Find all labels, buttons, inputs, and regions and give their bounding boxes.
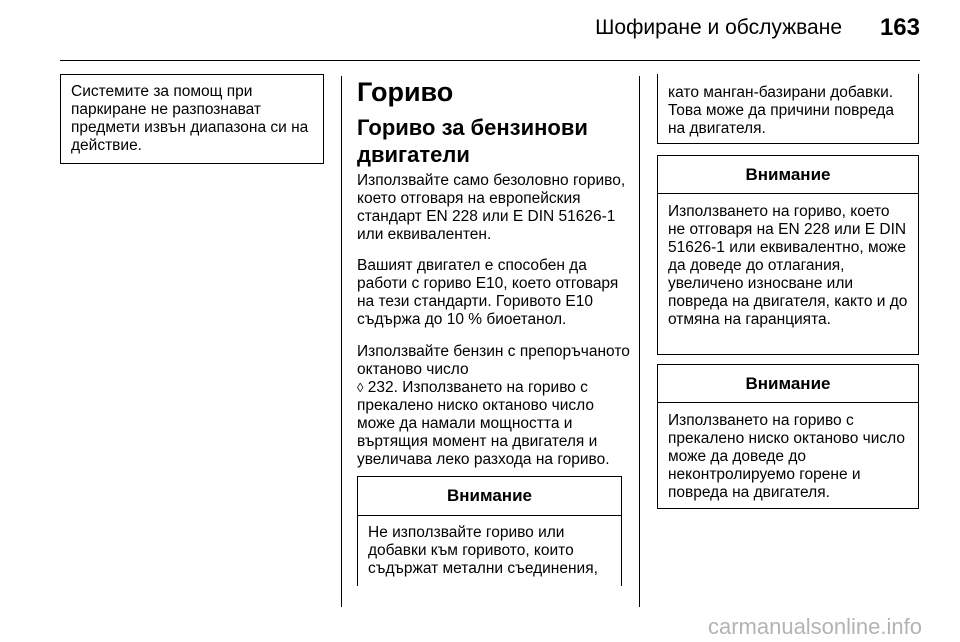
notice-box-octane bbox=[657, 364, 919, 509]
notice-title: Внимание bbox=[658, 365, 918, 403]
watermark: carmanualsonline.info bbox=[707, 614, 922, 639]
fuel-paragraph-1: Използвайте само безоловно гориво, което отговаря на европейския стандарт EN 228 или E DIN 51626-1 или еквивалентен. bbox=[357, 172, 626, 243]
notice-text: Използването на гориво, което не отговаря на EN 228 или E DIN 51626-1 или еквивалентно, може да доведе до отлагания, увеличено износване или повреда на двигателя, както и до отмяна на гаранцията. bbox=[668, 203, 908, 328]
notice-text: Не използвайте гориво или добавки към горивото, които съдържат метални съединения, bbox=[368, 524, 598, 577]
notice-title: Внимание bbox=[658, 156, 918, 194]
fuel-paragraph-3 bbox=[357, 343, 632, 469]
column-separator-right bbox=[639, 76, 640, 607]
notice-box-fuel-standard bbox=[657, 155, 919, 355]
page-reference-arrow-icon: ◊ bbox=[357, 380, 364, 395]
column-separator-left bbox=[341, 76, 342, 607]
parking-assist-note-text: Системите за помощ при паркиране не разпознават предмети извън диапазона си на действие. bbox=[71, 83, 309, 154]
notice-title: Внимание bbox=[358, 477, 621, 516]
subsection-heading-petrol: Гориво за бензинови двигатели bbox=[357, 115, 588, 167]
fuel-paragraph-3-prefix: Използвайте бензин с препоръчаното октаново число bbox=[357, 343, 630, 378]
header-title: Шофиране и обслужване bbox=[595, 16, 842, 39]
notice-text: Използването на гориво с прекалено ниско октаново число може да доведе до неконтролируемо горене и повреда на двигателя. bbox=[668, 412, 905, 501]
notice-box-metal-additives bbox=[357, 476, 622, 586]
continued-notice-text: като манган-базирани добавки. Това може да причини повреда на двигателя. bbox=[668, 84, 894, 137]
header-rule bbox=[60, 60, 920, 61]
parking-assist-note-box bbox=[60, 74, 324, 164]
fuel-paragraph-2: Вашият двигател е способен да работи с гориво E10, което отговаря на тези стандарти. Горивото E10 съдържа до 10 % биоетанол. bbox=[357, 257, 619, 328]
section-heading-fuel: Гориво bbox=[357, 77, 454, 107]
continued-notice-box bbox=[657, 74, 919, 144]
page-number: 163 bbox=[879, 14, 920, 41]
fuel-paragraph-3-suffix: 232. Използването на гориво с прекалено ниско октаново число може да намали мощността и въртящия момент на двигателя и увеличава леко разхода на гориво. bbox=[357, 379, 610, 468]
